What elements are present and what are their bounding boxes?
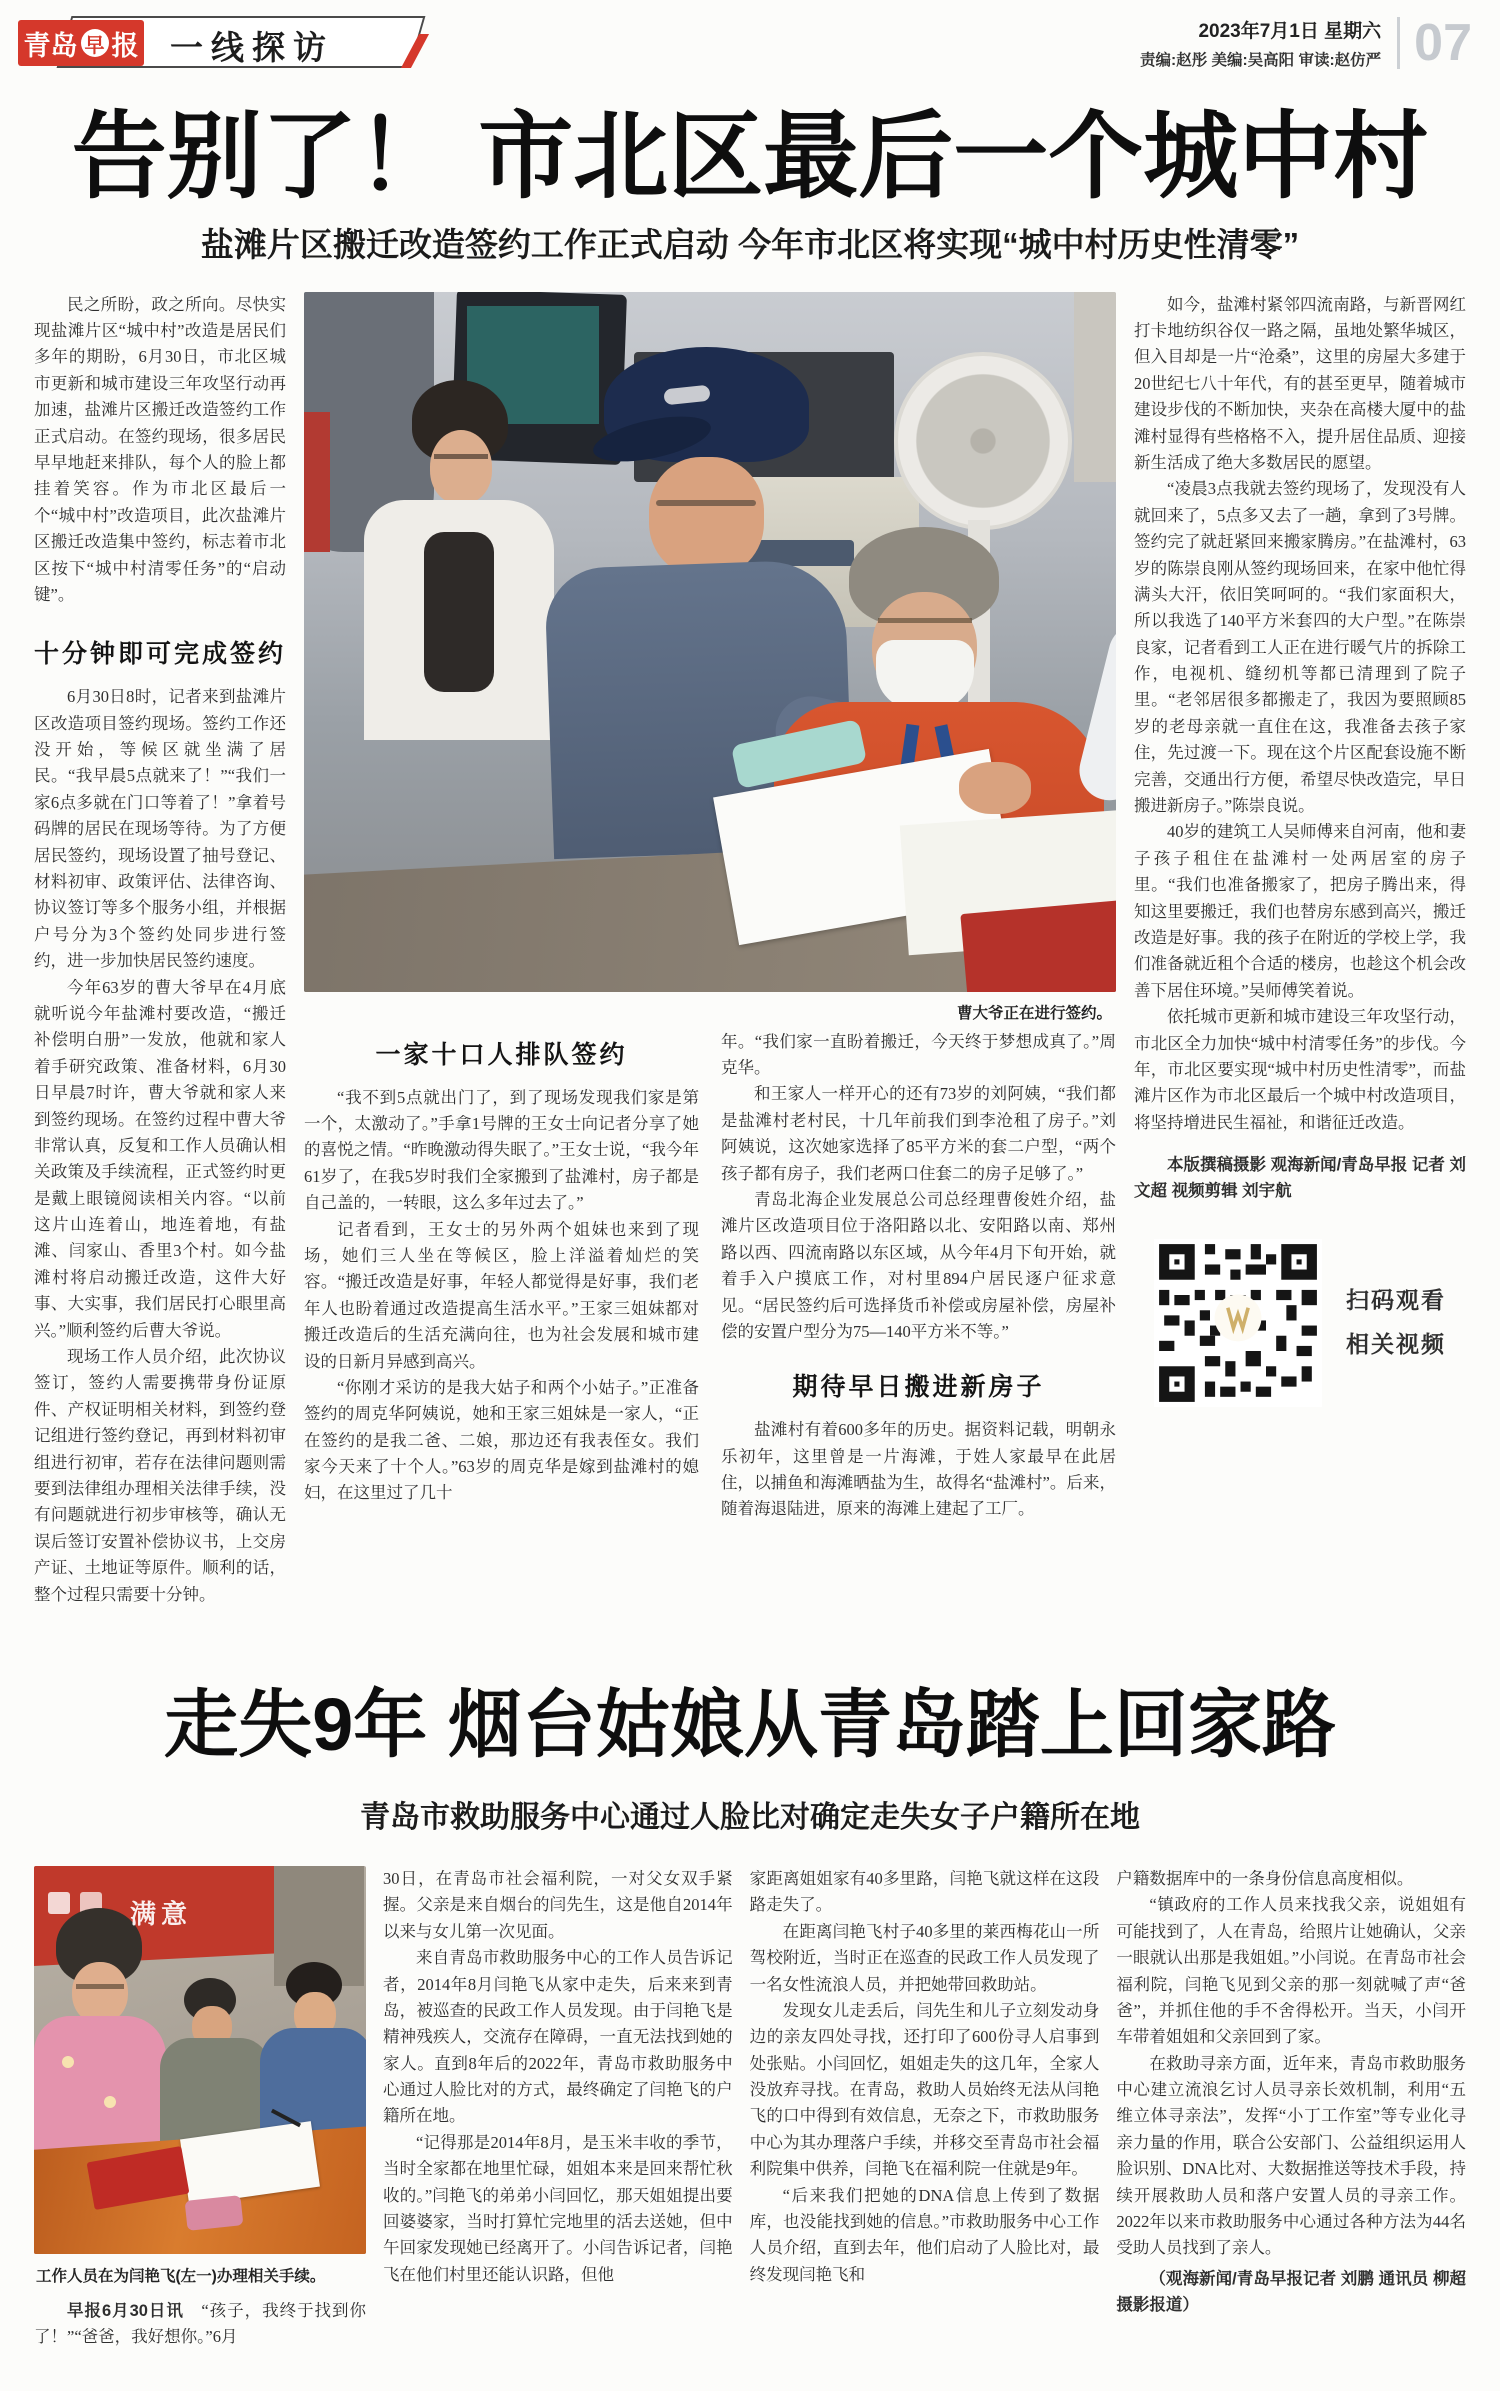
paragraph: 6月30日8时，记者来到盐滩片区改造项目签约现场。签约工作还没开始，等候区就坐满了居民。“我早晨5点就来了！”“我们一家6点多就在门口等着了！”拿着号码牌的居民在现场等待。为了方便居民签约，现场设置了抽号登记、材料初审、政策评估、法律咨询、协议签订等多个服务小组，并根据户号分为3个签约处同步进行签约，进一步加快居民签约速度。 <box>34 687 286 971</box>
logo-text-bao: 报 <box>111 30 139 61</box>
lead-paragraphs <box>34 292 286 609</box>
issue-info <box>1140 16 1381 70</box>
section1-paragraphs <box>34 684 286 1608</box>
photo2-pink-pouch <box>185 2195 244 2231</box>
article1-body <box>0 292 1500 1608</box>
column3-paragraphs <box>721 1029 1116 1346</box>
article2-column-2 <box>383 1866 733 2288</box>
main-headline: 告别了！ 市北区最后一个城中村 <box>71 104 1429 210</box>
photo-copier <box>1074 292 1116 482</box>
photo-man-face <box>649 457 764 577</box>
second-subtitle: 青岛市救助服务中心通过人脸比对确定走失女子户籍所在地 <box>360 1800 1140 1834</box>
paragraph: “镇政府的工作人员来找我父亲，说姐姐有可能找到了，人在青岛，给照片让她确认，父亲一眼就认出那是我姐姐。”小闫说。在青岛市社会福利院，闫艳飞见到父亲的那一刻就喊了声“爸爸”，并抓住他的手不舍得松开。当天，小闫开车带着姐姐和父亲回到了家。 <box>1116 1895 1467 2047</box>
subhead-family-of-ten: 一家十口人排队签约 <box>375 1040 628 1069</box>
paragraph: 在救助寻亲方面，近年来，青岛市救助服务中心建立流浪乞讨人员寻亲长效机制，利用“五维立体寻亲法”，发挥“小丁工作室”等专业化寻亲力量的作用，联合公安部门、公益组织运用人脸识别、DNA比对、大数据推送等技术手段，持续开展救助人员和落户安置人员的寻亲工作。2022年以来市救助服务中心通过各种方法为44名受助人员找到了亲人。 <box>1116 2053 1467 2258</box>
issue-date: 2023年7月1日 星期六 <box>1198 21 1382 42</box>
article-lost-woman <box>0 1666 1500 2351</box>
qr-section <box>1134 1239 1466 1407</box>
photo-face-mask <box>876 640 974 710</box>
paragraph: 依托城市更新和城市建设三年攻坚行动，市北区全力加快“城中村清零任务”的步伐。今年，市北区要实现“城中村历史性清零”，而盐滩片区作为市北区最后一个城中村改造项目，将坚持增进民生福祉，和谐征迁改造。 <box>1134 1007 1466 1132</box>
photo-staff-glasses <box>434 454 488 459</box>
paragraph: 记者看到，王女士的另外两个姐妹也来到了现场，她们三人坐在等候区，脸上洋溢着灿烂的笑容。“搬迁改造是好事，年轻人都觉得是好事，我们老年人也盼着通过改造提高生活水平。”王家三姐妹都对搬迁改造后的生活充满向往，也为社会发展和城市建设的日新月异感到高兴。 <box>304 1219 699 1371</box>
paragraph: “凌晨3点我就去签约现场了，发现没有人就回来了，5点多又去了一趟，拿到了3号牌。签约完了就赶紧回来搬家腾房。”在盐滩村，63岁的陈崇良刚从签约现场回来，在家中他忙得满头大汗，依旧笑呵呵的。“我们家面积大，所以我选了140平方米套四的大户型。”在陈崇良家，记者看到工人正在进行暖气片的拆除工作，电视机、缝纫机等都已清理到了院子里。“老邻居很多都搬走了，我因为要照顾85岁的老母亲就一直住在这，我准备去孩子家住，先过渡一下。现在这个片区配套设施不断完善，交通出行方便，希望尽快改造完，早日搬进新房子。”陈崇良说。 <box>1134 479 1466 816</box>
photo-signing-scene <box>304 292 1116 992</box>
photo1-caption: 曹大爷正在进行签约。 <box>956 1004 1112 1022</box>
byline: 本版撰稿摄影 观海新闻/青岛早报 记者 刘文超 视频剪辑 刘宇航 <box>1134 1156 1466 1201</box>
paragraph: 家距离姐姐家有40多里路，闫艳飞就这样在这段路走失了。 <box>749 1868 1100 1915</box>
article-urban-village <box>0 106 1500 1608</box>
logo-circle-char: 早 <box>84 34 105 57</box>
editors-line: 责编:赵彤 美编:吴高阳 审读:赵仿严 <box>1140 52 1382 69</box>
lead-text: “孩子，我终于找到你了！”“爸爸，我好想你。”6月 <box>34 2300 367 2347</box>
paragraph: 今年63岁的曹大爷早在4月底就听说今年盐滩村要改造，“搬迁补偿明白册”一发放，他就和家人着手研究政策、准备材料，6月30日早晨7时许，曹大爷就和家人来到签约现场。在签约过程中曹大爷非常认真，反复和工作人员确认相关政策及手续流程，正式签约时更是戴上眼镜阅读相关内容。“以前这片山连着山，地连着地，有盐滩、闫家山、香里3个村。如今盐滩村将启动搬迁改造，这件大好事、大实事，我们居民打心眼里高兴。”顺利签约后曹大爷说。 <box>34 977 286 1340</box>
qr-label <box>1346 1279 1446 1366</box>
photo2-banner-text: 满意 <box>130 1898 193 1929</box>
article1-column-left <box>34 292 286 1608</box>
subhead-new-home: 期待早日搬进新房子 <box>792 1373 1045 1402</box>
paragraph: 来自青岛市救助服务中心的工作人员告诉记者，2014年8月闫艳飞从家中走失，后来来到青岛，被巡查的民政工作人员发现。由于闫艳飞是精神残疾人，交流存在障碍，一直无法找到她的家人。直到8年后的2022年，青岛市救助服务中心通过人脸比对的方式，最终确定了闫艳飞的户籍所在地。 <box>383 1948 733 2126</box>
photo2-banner-glyph-1 <box>48 1892 70 1914</box>
paragraph: “我不到5点就出门了，到了现场发现我们家是第一个，太激动了。”手拿1号牌的王女士向记者分享了她的喜悦之情。“昨晚激动得失眠了。”王女士说，“我今年61岁了，在我5岁时我们全家搬到了盐滩村，房子都是自己盖的，一转眼，这么多年过去了。” <box>304 1087 699 1213</box>
photo2-woman-glasses <box>76 1984 124 1989</box>
photo-paperwork-scene <box>34 1866 366 2254</box>
paragraph: “你刚才采访的是我大姑子和两个小姑子。”正准备签约的周克华阿姨说，她和王家三姐妹是一家人，“正在签约的是我二爸、二娘，那边还有我表侄女。我们家今天来了十个人。”63岁的周克华是嫁到盐滩村的媳妇，在这里过了几十 <box>304 1377 699 1503</box>
section2-paragraphs <box>304 1085 699 1507</box>
page-number: 07 <box>1397 17 1472 69</box>
masthead-right <box>1140 16 1472 70</box>
paragraph: 现场工作人员介绍，此次协议签订，签约人需要携带身份证原件、产权证明相关材料，到签约登记组进行签约登记，再到材料初审组进行初审，若存在法律问题则需要到法律组办理相关法律手续，没有问题就进行初步审核等，确认无误后签订安置补偿协议书，上交房产证、土地证等原件。顺利的话，整个过程只需要十分钟。 <box>34 1347 286 1604</box>
qr-label-line2: 相关视频 <box>1346 1330 1446 1357</box>
column4-paragraphs <box>1116 1866 1466 2262</box>
paragraph: 40岁的建筑工人吴师傅来自河南，他和妻子孩子租住在盐滩村一处两居室的房子里。“我们也准备搬家了，把房子腾出来，得知这里要搬迁，我们也替房东感到高兴，搬迁改造是好事。我的孩子在附近的学校上学，我们准备就近租个合适的楼房，也趁这个机会改善下居住环境。”吴师傅笑着说。 <box>1134 822 1466 1000</box>
qr-label-line1: 扫码观看 <box>1346 1287 1446 1314</box>
right-paragraphs <box>1134 292 1466 1137</box>
second-headline: 走失9年 烟台姑娘从青岛踏上回家路 <box>164 1682 1336 1766</box>
subhead-ten-minutes: 十分钟即可完成签约 <box>34 640 287 669</box>
paragraph: 盐滩村有着600多年的历史。据资料记载，明朝永乐初年，这里曾是一片海滩，于姓人家最早在此居住，以捕鱼和海滩晒盐为生，故得名“盐滩村”。后来，随着海退陆进，原来的海滩上建起了工厂。 <box>721 1420 1116 1519</box>
photo-staff-inner-shirt <box>424 532 494 692</box>
article1-column-2 <box>304 1029 699 1523</box>
masthead <box>12 10 1472 82</box>
photo2-woman-face <box>72 1962 128 2024</box>
paragraph: 在距离闫艳飞村子40多里的莱西梅花山一所驾校附近，当时正在巡查的民政工作人员发现了一名女性流浪人员，并把她带回救助站。 <box>749 1921 1100 1994</box>
newspaper-logo <box>18 20 144 66</box>
paragraph: 如今，盐滩村紧邻四流南路，与新晋网红打卡地纺织谷仅一路之隔，虽地处繁华城区，但入目却是一片“沧桑”，这里的房屋大多建于20世纪七八十年代，有的甚至更早，随着城市建设步伐的不断加快，夹杂在高楼大厦中的盐滩村显得有些格格不入，提升居住品质、迎接新生活成了绝大多数居民的愿望。 <box>1134 294 1466 472</box>
paragraph: 户籍数据库中的一条身份信息高度相似。 <box>1116 1868 1414 1888</box>
section-title: 一线探访 <box>170 29 334 66</box>
logo-circle-zao-icon <box>81 29 109 57</box>
photo2-caption: 工作人员在为闫艳飞(左一)办理相关手续。 <box>36 2267 326 2285</box>
photo-hand <box>959 762 1031 814</box>
paragraph: 民之所盼，政之所向。尽快实现盐滩片区“城中村”改造是居民们多年的期盼，6月30日，市北区城市更新和城市建设三年攻坚行动再加速，盐滩片区搬迁改造签约工作正式启动。在签约现场，很多居民早早地赶来排队，每个人的脸上都挂着笑容。作为市北区最后一个“城中村”改造项目，此次盐滩片区搬迁改造集中签约，标志着市北区按下“城中村清零任务”的“启动键”。 <box>34 294 286 604</box>
article2-column-3 <box>750 1866 1100 2288</box>
photo-fan-head <box>894 352 1072 530</box>
article1-column-right <box>1134 292 1466 1407</box>
article2-lead-paragraph <box>34 2298 366 2351</box>
paragraph: “记得那是2014年8月，是玉米丰收的季节，当时全家都在地里忙碌，姐姐本来是回来帮忙秋收的。”闫艳飞的弟弟小闫回忆，那天姐姐提出要回婆婆家，当时打算忙完地里的活去送她，但中午回家发现她已经离开了。小闫告诉记者，闫艳飞在他们村里还能认识路，但他 <box>383 2132 733 2284</box>
section3-paragraphs <box>721 1417 1116 1523</box>
logo-text-qingdao: 青岛 <box>23 30 78 61</box>
photo2-blouse-flower-2 <box>104 2096 116 2108</box>
photo-man-glasses <box>656 500 756 506</box>
photo-staff-face <box>430 430 492 504</box>
paragraph: 青岛北海企业发展总公司总经理曹俊姓介绍，盐滩片区改造项目位于洛阳路以北、安阳路以南、郑州路以西、四流南路以东区域，从今年4月下旬开始，就着手入户摸底工作，对村里894户居民逐户征求意见。“居民签约后可选择货币补偿或房屋补偿，房屋补偿的安置户型分为75—140平方米不等。” <box>721 1189 1116 1341</box>
paragraph: 和王家人一样开心的还有73岁的刘阿姨，“我们都是盐滩村老村民，十几年前我们到李沧租了房子。”刘阿姨说，这次她家选择了85平方米的套二户型，“两个孩子都有房子，我们老两口住套二的房子足够了。” <box>721 1084 1116 1183</box>
photo-woman-glasses <box>878 618 972 623</box>
article2-credit: （观海新闻/青岛早报记者 刘鹏 通讯员 柳超 摄影报道） <box>1116 2269 1467 2315</box>
paragraph: 30日，在青岛市社会福利院，一对父女双手紧握。父亲是来自烟台的闫先生，这是他自2014年以来与女儿第一次见面。 <box>383 1868 733 1941</box>
main-subtitle: 盐滩片区搬迁改造签约工作正式启动 今年市北区将实现“城中村历史性清零” <box>200 225 1300 263</box>
article1-column-3 <box>721 1029 1116 1523</box>
paragraph: 年。“我们家一直盼着搬迁，今天终于梦想成真了。”周克华。 <box>721 1031 1116 1077</box>
photo-red-posters <box>304 412 330 552</box>
article2-column-4 <box>1116 1866 1466 2319</box>
dateline: 早报6月30日讯 <box>67 2301 184 2320</box>
qr-code <box>1154 1239 1322 1407</box>
article1-middle <box>304 292 1116 1523</box>
photo-right-sleeve <box>1073 617 1116 806</box>
article2-photo-column <box>34 1866 366 2351</box>
article2-body <box>0 1866 1500 2351</box>
article1-mid-columns <box>304 1029 1116 1523</box>
paragraph: “后来我们把她的DNA信息上传到了数据库，也没能找到她的信息。”市救助服务中心工作人员介绍，直到去年，他们启动了人脸比对，最终发现闫艳飞和 <box>749 2185 1100 2284</box>
photo2-blouse-flower-1 <box>62 2056 74 2068</box>
paragraph: 发现女儿走丢后，闫先生和儿子立刻发动身边的亲友四处寻找，还打印了600份寻人启事到处张贴。小闫回忆，姐姐走失的这几年，全家人没放弃寻找。在青岛，救助人员始终无法从闫艳飞的口中得到有效信息，无奈之下，市救助服务中心为其办理落户手续，并移交至青岛市社会福利院集中供养，闫艳飞在福利院一住就是9年。 <box>749 2000 1100 2179</box>
